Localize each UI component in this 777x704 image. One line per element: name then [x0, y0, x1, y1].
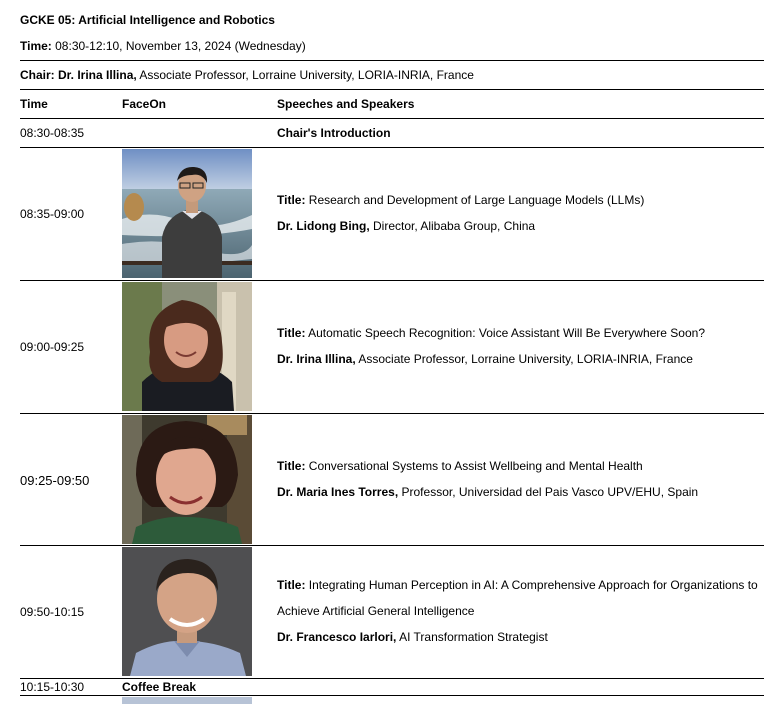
talk-title-label: Title:: [277, 326, 306, 340]
talk-title-label: Title:: [277, 193, 306, 207]
session-chair: [20, 68, 474, 82]
next-speaker-photo: [122, 697, 252, 704]
speaker-photo-lidong-bing: [122, 149, 252, 278]
session-time-label: Time:: [20, 39, 52, 53]
talk-title-label: Title:: [277, 459, 306, 473]
talk-speaker: [277, 346, 767, 372]
talk-speaker: [277, 213, 767, 239]
divider: [20, 413, 764, 414]
talk-title: [277, 187, 767, 213]
divider: [20, 545, 764, 546]
talk-title-text: Research and Development of Large Language Models (LLMs): [305, 193, 645, 207]
talk-title-text: Integrating Human Perception in AI: A Comprehensive Approach for Organizations to Achieve Artificial General Intelligence: [277, 578, 758, 618]
chair-value: Associate Professor, Lorraine University, LORIA-INRIA, France: [136, 68, 474, 82]
divider: [20, 118, 764, 119]
row-time: 10:15-10:30: [20, 680, 85, 694]
speaker-affiliation: Professor, Universidad del Pais Vasco UPV/EHU, Spain: [398, 485, 699, 499]
talk-title-text: Automatic Speech Recognition: Voice Assistant Will Be Everywhere Soon?: [305, 326, 705, 340]
row-time: 09:25-09:50: [20, 473, 90, 488]
divider: [20, 60, 764, 61]
speaker-affiliation: AI Transformation Strategist: [396, 630, 548, 644]
talk-details: [277, 572, 767, 650]
row-break-text: Coffee Break: [122, 680, 197, 694]
speaker-photo-maria-ines-torres: [122, 415, 252, 544]
divider: [20, 147, 764, 148]
row-time: 08:35-09:00: [20, 207, 85, 221]
row-intro-text: Chair's Introduction: [277, 126, 391, 140]
talk-title: [277, 572, 767, 624]
table-row: [20, 149, 764, 279]
talk-title: [277, 453, 767, 479]
table-row: [20, 547, 764, 677]
talk-details: [277, 453, 767, 505]
divider: [20, 280, 764, 281]
talk-title: [277, 320, 767, 346]
session-title: GCKE 05: Artificial Intelligence and Robotics: [20, 13, 275, 27]
table-row: [20, 282, 764, 412]
divider: [20, 678, 764, 679]
speaker-name: Dr. Lidong Bing,: [277, 219, 370, 233]
divider: [20, 89, 764, 90]
speaker-affiliation: Director, Alibaba Group, China: [369, 219, 536, 233]
speaker-affiliation: Associate Professor, Lorraine University, LORIA-INRIA, France: [355, 352, 693, 366]
table-row: [20, 415, 764, 545]
talk-details: [277, 320, 767, 372]
speaker-photo-irina-illina: [122, 282, 252, 411]
speaker-name: Dr. Francesco Iarlori,: [277, 630, 397, 644]
session-time: [20, 39, 306, 53]
header-faceon: FaceOn: [122, 97, 167, 111]
header-speeches: Speeches and Speakers: [277, 97, 415, 111]
row-time: 09:50-10:15: [20, 605, 85, 619]
talk-speaker: [277, 624, 767, 650]
divider: [20, 695, 764, 696]
talk-details: [277, 187, 767, 239]
speaker-name: Dr. Maria Ines Torres,: [277, 485, 399, 499]
talk-speaker: [277, 479, 767, 505]
row-time: 09:00-09:25: [20, 340, 85, 354]
speaker-photo-francesco-iarlori: [122, 547, 252, 676]
header-time: Time: [20, 97, 48, 111]
chair-label: Chair: Dr. Irina Illina,: [20, 68, 137, 82]
session-time-value: 08:30-12:10, November 13, 2024 (Wednesday): [51, 39, 306, 53]
talk-title-label: Title:: [277, 578, 306, 592]
speaker-name: Dr. Irina Illina,: [277, 352, 356, 366]
talk-title-text: Conversational Systems to Assist Wellbeing and Mental Health: [305, 459, 643, 473]
row-time: 08:30-08:35: [20, 126, 85, 140]
